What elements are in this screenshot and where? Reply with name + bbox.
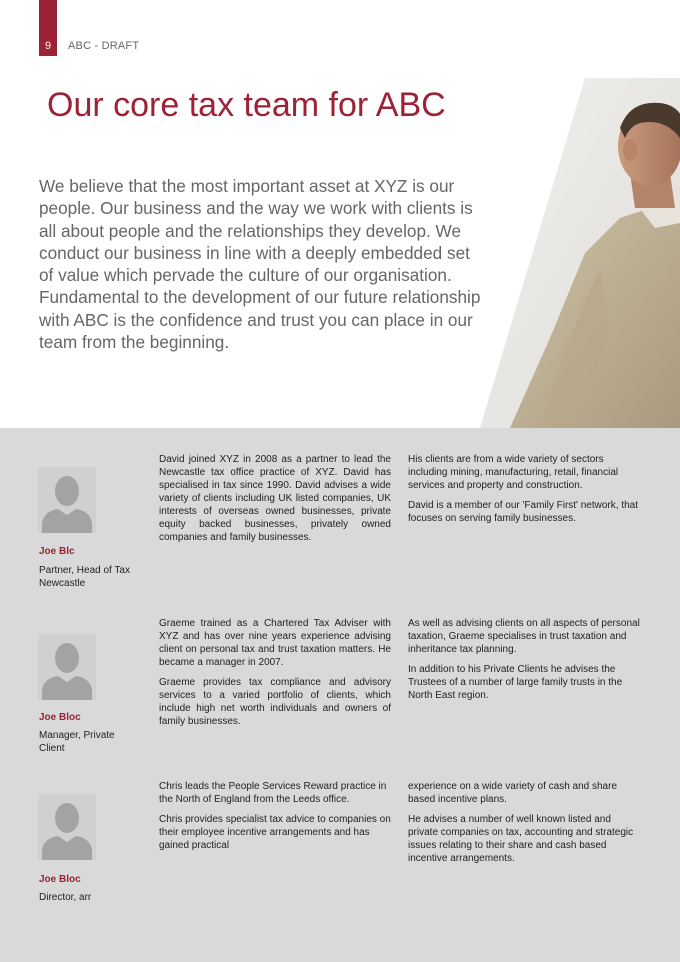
person-placeholder-icon	[38, 794, 96, 860]
page-number: 9	[44, 40, 52, 52]
bio-paragraph: As well as advising clients on all aspects of personal taxation, Graeme specialises in trust taxation and inheritance tax planning.	[408, 618, 640, 655]
bio-column-1	[159, 617, 391, 735]
person-placeholder-icon	[38, 634, 96, 700]
bio-paragraph: experience on a wide variety of cash and share based incentive plans.	[408, 781, 618, 805]
header-label: ABC - DRAFT	[68, 40, 140, 52]
bio-paragraph: David joined XYZ in 2008 as a partner to lead the Newcastle tax office practice of XYZ. David has specialised in tax since 1990. David advises a wide variety of clients including UK listed companies, UK interests of overseas owned businesses, private equity backed businesses, privately owned companies and family businesses.	[159, 454, 391, 543]
bio-paragraph: Chris provides specialist tax advice to companies on their employee incentive arrangements and has gained practical	[159, 814, 391, 851]
bio-paragraph: In addition to his Private Clients he advises the Trustees of a number of large family trusts in the North East region.	[408, 664, 623, 701]
bio-column-2	[408, 453, 640, 532]
person-name: Joe Bloc	[39, 712, 81, 723]
bio-paragraph: His clients are from a wide variety of sectors including mining, manufacturing, retail, financial services and property and construction.	[408, 454, 619, 491]
bio-column-2	[408, 780, 640, 872]
person-role: Director, arr	[39, 892, 92, 903]
bio-paragraph: He advises a number of well known listed and private companies on tax, accounting and strategic issues relating to their share and cash based incentive arrangements.	[408, 814, 634, 864]
person-role: Partner, Head of Tax Newcastle	[39, 565, 130, 589]
bio-paragraph: Chris leads the People Services Reward practice in the North of England from the Leeds office.	[159, 781, 387, 805]
person-placeholder-icon	[38, 467, 96, 533]
bio-paragraph: David is a member of our 'Family First' network, that focuses on serving family businesses.	[408, 500, 638, 524]
person-role: Manager, Private Client	[39, 730, 115, 754]
bio-paragraph: Graeme provides tax compliance and advisory services to a varied portfolio of clients, which include high net worth individuals and owners of family businesses.	[159, 677, 391, 727]
bio-column-1	[159, 780, 391, 859]
bio-paragraph: Graeme trained as a Chartered Tax Adviser with XYZ and has over nine years experience advising client on personal tax and trust taxation matters. He became a manager in 2007.	[159, 618, 391, 668]
person-name: Joe Blc	[39, 546, 75, 557]
bio-column-1	[159, 453, 391, 551]
bio-column-2	[408, 617, 640, 709]
intro-paragraph: We believe that the most important asset at XYZ is our people. Our business and the way we work with clients is all about people and the relationships they develop. We conduct our business in line with a deeply embedded set of value which pervade the culture of our organisation. Fundamental to the development of our future relationship with ABC is the confidence and trust you can place in our team from the beginning.	[39, 176, 481, 353]
person-name: Joe Bloc	[39, 874, 81, 885]
businessman-photo	[480, 78, 680, 428]
page-title: Our core tax team for ABC	[47, 86, 446, 124]
